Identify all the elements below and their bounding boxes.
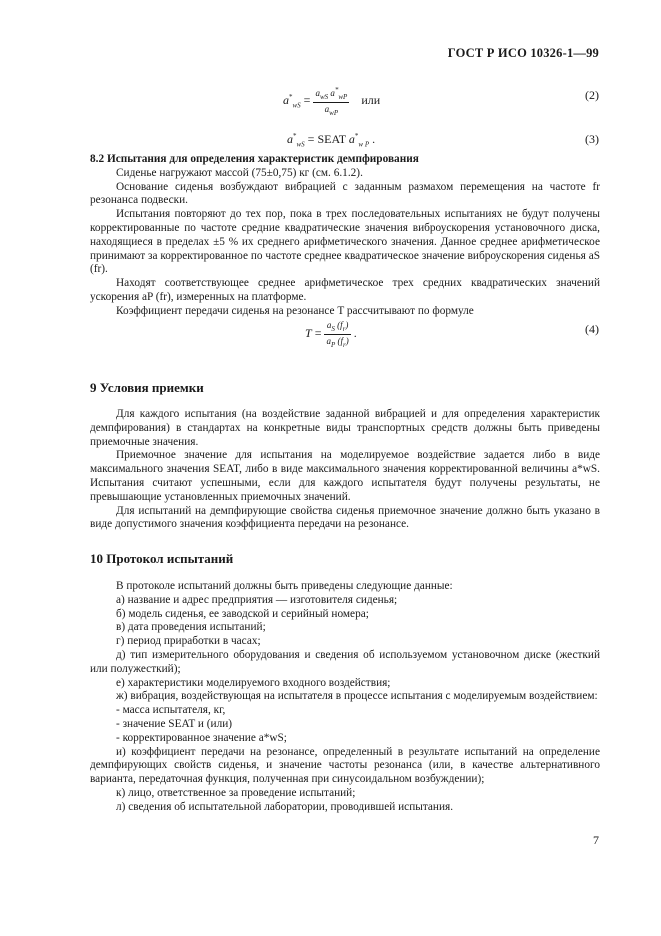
list-item: - корректированное значение a*wS; <box>116 731 287 744</box>
page-number: 7 <box>593 833 599 847</box>
list-item: л) сведения об испытательной лаборатории, проводившей испытания. <box>116 800 454 813</box>
equation-2: $a^*_{wS}$ = $\frac{a_{wS} a^*_{wP}}{a_{wP}}$ или <box>283 86 381 117</box>
list-item: к) лицо, ответственное за проведение испытаний; <box>116 786 356 799</box>
list-intro: В протоколе испытаний должны быть приведены следующие данные: <box>116 580 453 592</box>
paragraph: Для испытаний на демпфирующие свойства сиденья приемочное значение должно быть указано в виде допустимого значения коэффициента передачи на резонансе. <box>90 504 600 531</box>
equation-3: $a^*_{wS}$ = SEAT $a^*_{w P}$ . <box>287 132 376 149</box>
list-item: а) название и адрес предприятия — изготовителя сиденья; <box>116 593 398 606</box>
list-item: е) характеристики моделируемого входного воздействия; <box>116 676 391 689</box>
paragraph: Находят соответствующее среднее арифметическое трех средних квадратических значений ускорения aP (fr), измеренных на платформе. <box>90 277 600 303</box>
document-header: ГОСТ Р ИСО 10326-1—99 <box>447 46 599 60</box>
list-item: ж) вибрация, воздействующая на испытателя в процессе испытания с моделируемым воздействием: <box>116 690 598 703</box>
list-item: и) коэффициент передачи на резонансе, определенный в результате испытаний на определение демпфирующих свойств сиденья, и значение частоты резонанса (или, в качестве альтернативного варианта, передаточная функция, полученная при синусоидальном возбуждении); <box>90 745 600 786</box>
paragraph: Приемочное значение для испытания на моделируемое воздействие задается либо в виде максимального значения SEAT, либо в виде максимального значения корректированной величины a*wS. Испытания считают успешными, если для каждого испытателя будут получены результаты, не превышающие установленных приемочных значений. <box>90 449 600 503</box>
paragraph: Для каждого испытания (на воздействие заданной вибрацией и для определения характеристик демпфирования) в стандартах на конкретные виды транспортных средств должны быть приведены приемочные значения. <box>90 408 600 448</box>
list-item: - значение SEAT и (или) <box>116 717 233 730</box>
paragraph: Сиденье нагружают массой (75±0,75) кг (см. 6.1.2). <box>116 166 363 179</box>
paragraph: Основание сиденья возбуждают вибрацией с заданным размахом перемещения на частоте fr резонанса подвески. <box>90 180 600 207</box>
section-8-2-heading: 8.2 Испытания для определения характеристик демпфирования <box>90 153 419 165</box>
section-9-heading: 9 Условия приемки <box>90 380 204 395</box>
list-item: - масса испытателя, кг, <box>116 704 226 717</box>
section-9 <box>90 408 600 532</box>
paragraph: Коэффициент передачи сиденья на резонансе T рассчитывают по формуле <box>116 304 474 317</box>
paragraph: Испытания повторяют до тех пор, пока в трех последовательных испытаниях не будут получены корректированные по частоте средние квадратические значения виброускорения установочного диска, находящиеся в пределах ±5 % их среднего арифметического значения. Данное среднее арифметическое принимают за корректированное по частоте среднее квадратическое значение виброускорения сиденья aS (fr). <box>90 208 600 276</box>
section-10 <box>90 580 600 815</box>
equation-2-number: (2) <box>585 88 599 102</box>
list-item: г) период приработки в часах; <box>116 635 261 648</box>
section-10-heading: 10 Протокол испытаний <box>90 551 234 566</box>
section-8-2 <box>90 153 600 319</box>
equation-3-number: (3) <box>585 132 599 146</box>
list-item: в) дата проведения испытаний; <box>116 621 266 634</box>
list-item: д) тип измерительного оборудования и сведения об используемом установочном диске (жесткий или полужесткий); <box>90 648 600 675</box>
equation-4: T = $\frac{a_S (f_r)}{a_P (f_r)}$ . <box>305 320 357 349</box>
equation-4-number: (4) <box>585 322 599 336</box>
list-item: б) модель сиденья, ее заводской и серийный номера; <box>116 607 369 620</box>
